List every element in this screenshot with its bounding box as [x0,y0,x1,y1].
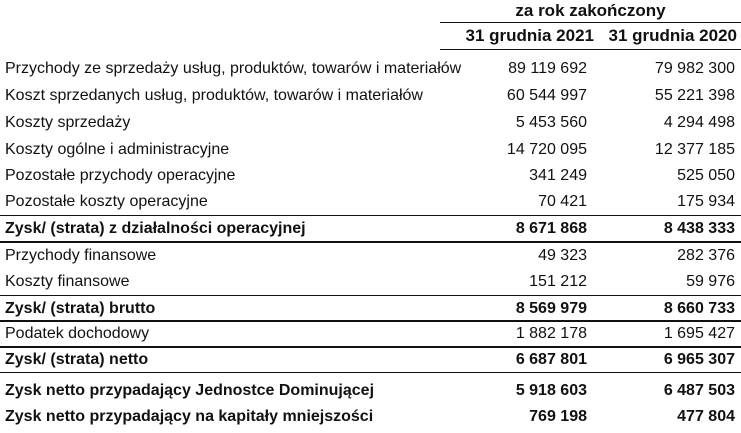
header-divider-bottom [440,49,741,50]
value-2021: 5 453 560 [515,114,587,131]
value-2020: 8 660 733 [663,300,735,317]
value-2021: 8 569 979 [515,300,587,317]
value-2021: 14 720 095 [506,141,587,158]
value-2020: 1 695 427 [663,325,735,342]
value-2021: 8 671 868 [515,220,587,237]
row-label: Zysk/ (strata) netto [5,351,149,368]
row-label: Zysk/ (strata) brutto [5,300,156,317]
value-2021: 1 882 178 [515,325,587,342]
row-label: Podatek dochodowy [5,325,150,342]
row-label: Pozostałe koszty operacyjne [5,193,208,210]
value-2021: 341 249 [529,167,587,184]
table-row [0,137,741,163]
period-header: za rok zakończony [515,1,666,20]
value-2021: 5 918 603 [515,382,587,399]
row-label: Zysk netto przypadający na kapitały mniejszości [5,408,374,425]
value-2020: 8 438 333 [663,220,735,237]
value-2020: 477 804 [677,408,735,425]
value-2020: 175 934 [677,193,735,210]
row-label: Pozostałe przychody operacyjne [5,167,236,184]
table-row-subtotal [0,347,741,373]
value-2020: 4 294 498 [663,114,735,131]
value-2020: 59 976 [686,273,735,290]
row-label: Koszty sprzedaży [5,114,131,131]
table-row [0,189,741,215]
value-2021: 89 119 692 [508,60,587,77]
value-2021: 60 544 997 [506,87,587,104]
row-label: Koszty ogólne i administracyjne [5,141,230,158]
column-header-2021: 31 grudnia 2021 [465,26,594,45]
value-2021: 49 323 [538,247,587,264]
value-2020: 55 221 398 [654,87,735,104]
table-row [0,163,741,189]
column-header-2020: 31 grudnia 2020 [608,26,737,45]
table-row-subtotal [0,296,741,322]
table-row [0,243,741,269]
row-label: Przychody ze sprzedaży usług, produktów, towarów i materiałów [5,60,462,77]
value-2020: 12 377 185 [654,141,735,158]
value-2020: 525 050 [677,167,735,184]
table-row-subtotal [0,378,741,404]
table-row-subtotal [0,404,741,430]
value-2020: 6 487 503 [663,382,735,399]
header-divider-top [440,22,741,23]
row-label: Przychody finansowe [5,247,157,264]
table-row [0,83,741,109]
value-2021: 70 421 [538,193,587,210]
row-divider [0,372,741,373]
value-2020: 282 376 [677,247,735,264]
table-row [0,56,741,82]
row-label: Zysk/ (strata) z działalności operacyjnej [5,220,306,237]
value-2020: 6 965 307 [663,351,735,368]
value-2021: 769 198 [529,408,587,425]
table-row [0,269,741,295]
value-2021: 151 212 [529,273,587,290]
value-2020: 79 982 300 [654,60,735,77]
table-row-subtotal [0,216,741,242]
value-2021: 6 687 801 [515,351,587,368]
row-label: Koszty finansowe [5,273,130,290]
row-label: Koszt sprzedanych usług, produktów, towarów i materiałów [5,87,423,104]
table-row [0,110,741,136]
table-row [0,321,741,347]
row-label: Zysk netto przypadający Jednostce Dominującej [5,382,375,399]
